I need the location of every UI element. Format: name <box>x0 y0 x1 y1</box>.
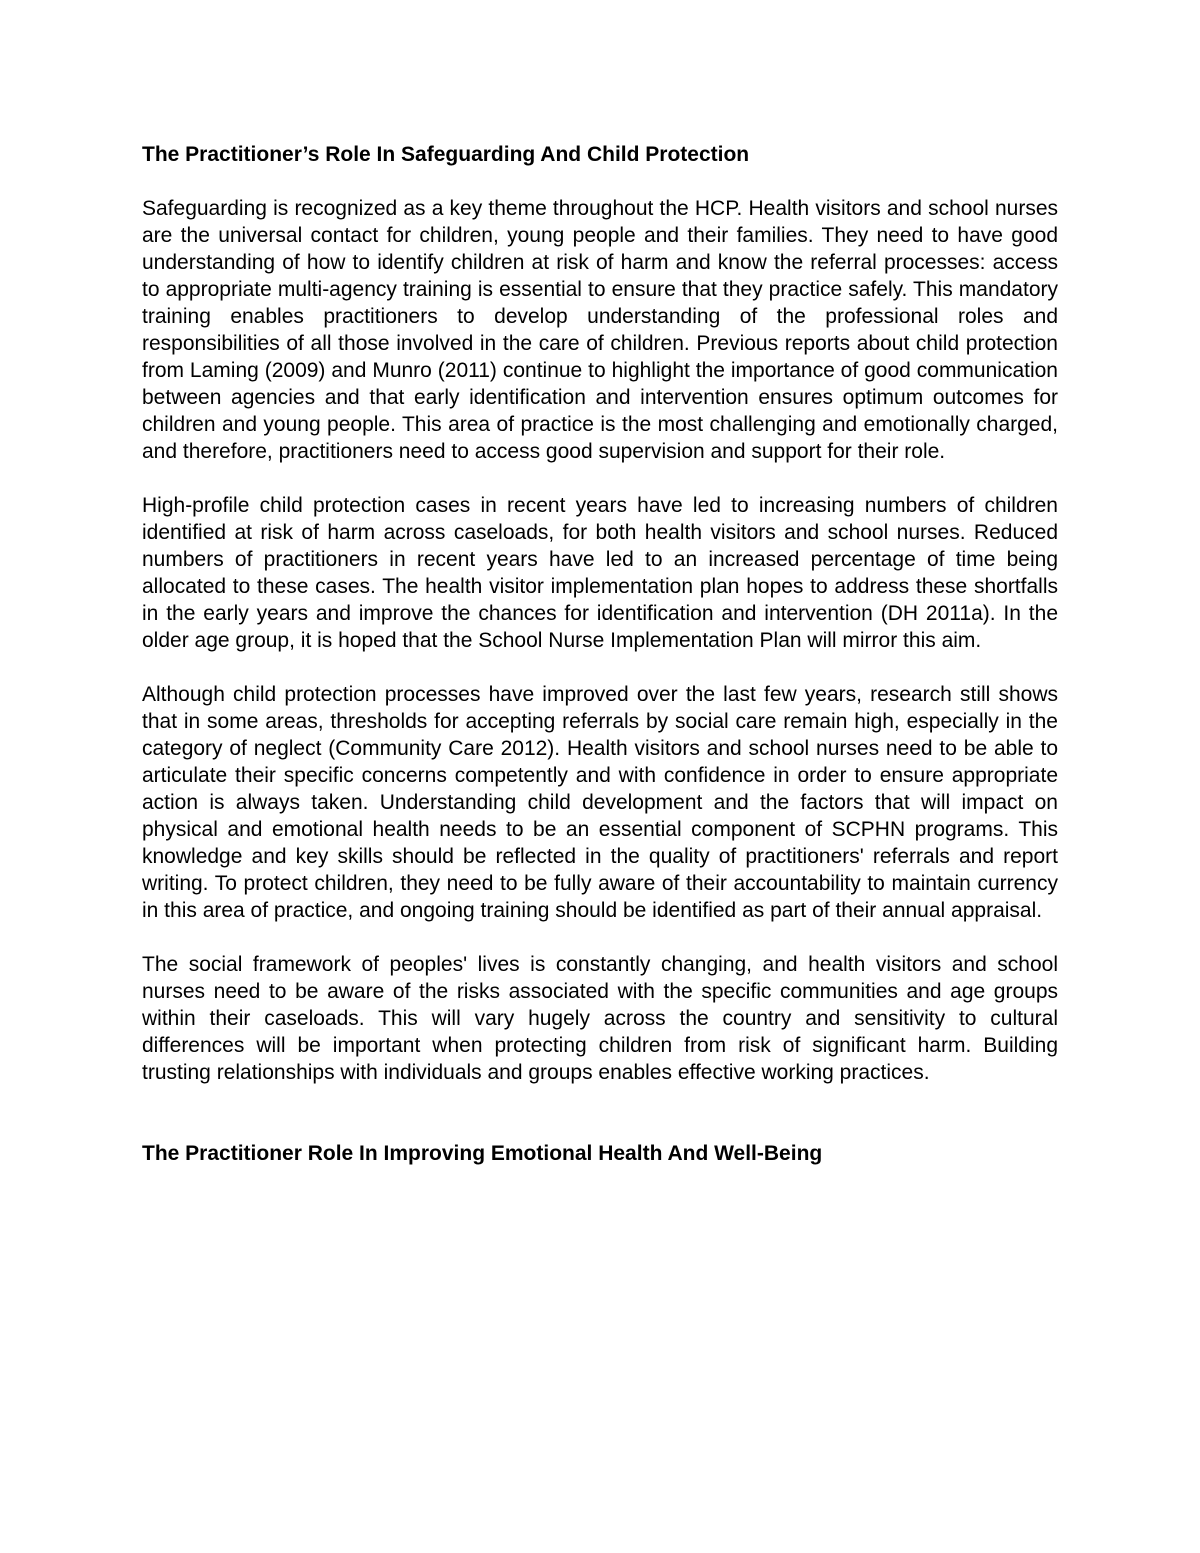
document-page <box>142 141 1058 1167</box>
section-heading-safeguarding: The Practitioner’s Role In Safeguarding And Child Protection <box>142 143 750 166</box>
paragraph-2: High-profile child protection cases in recent years have led to increasing numbers of children identified at risk of harm across caseloads, for both health visitors and school nurses. Reduced numbers of practitioners in recent years have led to an increased percentage of time being allocated to these cases. The health visitor implementation plan hopes to address these shortfalls in the early years and improve the chances for identification and intervention (DH 2011a). In the older age group, it is hoped that the School Nurse Implementation Plan will mirror this aim. <box>142 494 1058 652</box>
paragraph-1: Safeguarding is recognized as a key theme throughout the HCP. Health visitors and school nurses are the universal contact for children, young people and their families. They need to have good understanding of how to identify children at risk of harm and know the referral processes: access to appropriate multi-agency training is essential to ensure that they practice safely. This mandatory training enables practitioners to develop understanding of the professional roles and responsibilities of all those involved in the care of children. Previous reports about child protection from Laming (2009) and Munro (2011) continue to highlight the importance of good communication between agencies and that early identification and intervention ensures optimum outcomes for children and young people. This area of practice is the most challenging and emotionally charged, and therefore, practitioners need to access good supervision and support for their role. <box>142 197 1058 463</box>
paragraph-3: Although child protection processes have improved over the last few years, research still shows that in some areas, thresholds for accepting referrals by social care remain high, especially in the category of neglect (Community Care 2012). Health visitors and school nurses need to be able to articulate their specific concerns competently and with confidence in order to ensure appropriate action is always taken. Understanding child development and the factors that will impact on physical and emotional health needs to be an essential component of SCPHN programs. This knowledge and key skills should be reflected in the quality of practitioners' referrals and report writing. To protect children, they need to be fully aware of their accountability to maintain currency in this area of practice, and ongoing training should be identified as part of their annual appraisal. <box>142 683 1058 922</box>
paragraph-4: The social framework of peoples' lives is constantly changing, and health visitors and school nurses need to be aware of the risks associated with the specific communities and age groups within their caseloads. This will vary hugely across the country and sensitivity to cultural differences will be important when protecting children from risk of significant harm. Building trusting relationships with individuals and groups enables effective working practices. <box>142 953 1058 1084</box>
section-heading-emotional-health: The Practitioner Role In Improving Emotional Health And Well-Being <box>142 1142 823 1165</box>
section-spacer <box>142 1113 1058 1140</box>
